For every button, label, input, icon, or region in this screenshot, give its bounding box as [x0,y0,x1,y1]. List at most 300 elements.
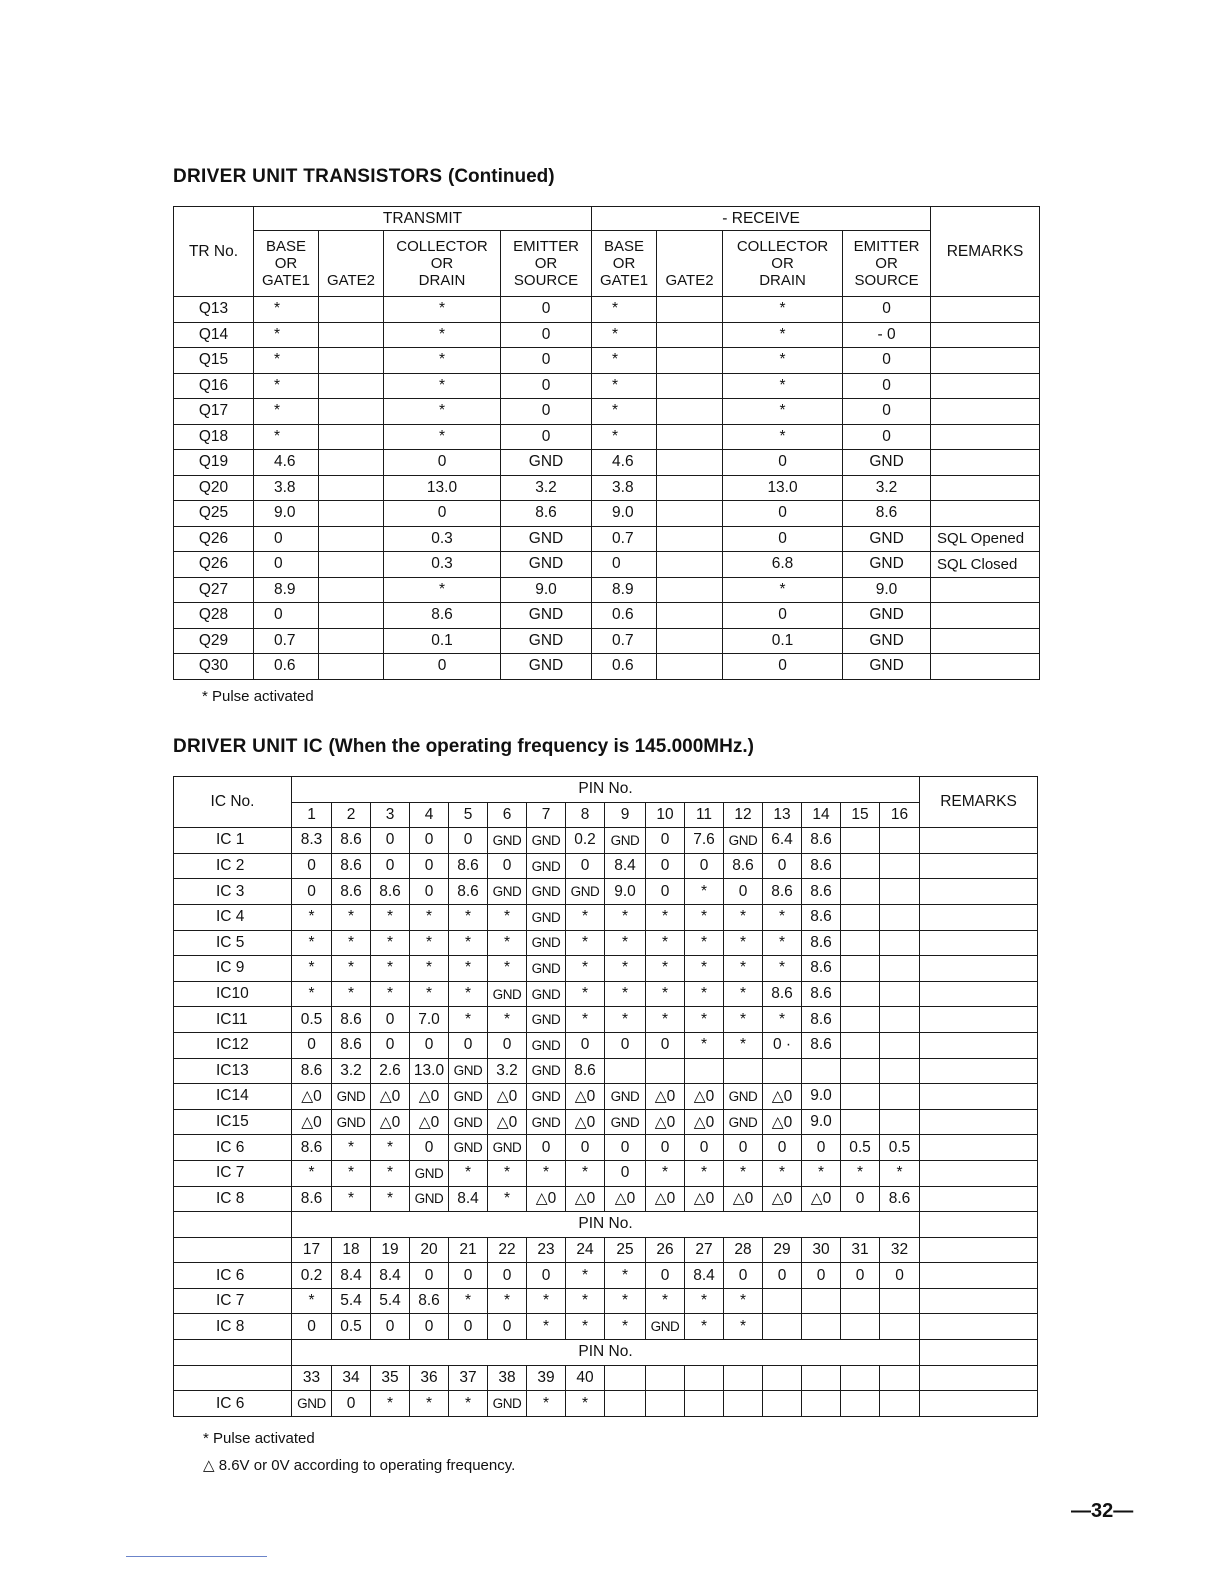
table-row [174,348,1040,374]
value-cell: * [763,1160,802,1186]
value-cell: * [410,981,449,1007]
value-cell: * [488,1288,527,1314]
value-cell: 0 [566,853,605,879]
value-cell [319,297,384,323]
transistors-heading [173,166,555,188]
value-cell: 0 [449,1314,488,1340]
tr-number-cell: Q19 [174,450,254,476]
value-cell [319,373,384,399]
value-cell: * [592,348,657,374]
value-cell: 0 [843,348,931,374]
value-cell: 8.6 [332,828,371,854]
value-cell: * [605,1007,646,1033]
value-cell: 0.3 [384,526,501,552]
value-cell: △0 [371,1084,410,1110]
value-cell: * [371,956,410,982]
value-cell: * [685,956,724,982]
value-cell: 0 [724,1263,763,1289]
value-cell: 0 [685,1135,724,1161]
value-cell [880,1391,920,1417]
value-cell [880,1032,920,1058]
pin-number-cell: 8 [566,802,605,828]
value-cell: * [723,424,843,450]
value-cell: * [292,956,332,982]
value-cell: 0 [843,399,931,425]
value-cell: * [410,956,449,982]
value-cell: 8.6 [384,603,501,629]
value-cell: 0 [685,853,724,879]
value-cell: * [332,956,371,982]
pin-number-cell: 21 [449,1237,488,1263]
value-cell [646,1391,685,1417]
pin-number-cell: 33 [292,1365,332,1391]
pin-number-cell: 29 [763,1237,802,1263]
value-cell: * [410,930,449,956]
value-cell: 6.8 [723,552,843,578]
value-cell: * [592,424,657,450]
value-cell [319,628,384,654]
value-cell: 0 [292,879,332,905]
value-cell: GND [843,526,931,552]
remarks-cell [920,981,1038,1007]
value-cell [319,603,384,629]
value-cell: GND [501,654,592,680]
ic-title: DRIVER UNIT IC [173,736,323,757]
pin-number-cell [685,1365,724,1391]
value-cell: GND [724,1084,763,1110]
tr-number-cell: Q25 [174,501,254,527]
value-cell: GND [527,879,566,905]
value-cell: * [724,1160,763,1186]
ic-number-cell: IC 7 [174,1160,292,1186]
value-cell: * [371,904,410,930]
value-cell [319,552,384,578]
pin-number-cell: 7 [527,802,566,828]
value-cell: 0.1 [384,628,501,654]
value-cell: * [449,956,488,982]
table-row [174,853,1038,879]
value-cell: 8.6 [802,1032,841,1058]
value-cell [685,1391,724,1417]
value-cell: △0 [646,1084,685,1110]
value-cell: GND [292,1391,332,1417]
value-cell: 0 [410,853,449,879]
value-cell [880,879,920,905]
tr-number-cell: Q17 [174,399,254,425]
value-cell [657,628,723,654]
header-rx-gate2: GATE2 [657,231,723,297]
table-row [174,981,1038,1007]
value-cell [763,1058,802,1084]
value-cell: * [723,577,843,603]
value-cell: 4.6 [592,450,657,476]
value-cell: 0 [723,526,843,552]
value-cell: 0 [254,526,319,552]
value-cell: 0 [646,853,685,879]
value-cell [880,1084,920,1110]
value-cell: * [384,424,501,450]
value-cell [931,475,1040,501]
value-cell: 3.2 [488,1058,527,1084]
pin-label-row [174,1212,1038,1238]
tr-number-cell: Q13 [174,297,254,323]
pin-number-cell: 22 [488,1237,527,1263]
table-row [174,1186,1038,1212]
table-row [174,373,1040,399]
value-cell: GND [724,1109,763,1135]
value-cell [319,348,384,374]
value-cell [931,577,1040,603]
value-cell: 0 [566,1135,605,1161]
value-cell: GND [527,1109,566,1135]
value-cell: * [254,322,319,348]
value-cell: * [371,1135,410,1161]
remarks-cell [920,904,1038,930]
value-cell: GND [843,603,931,629]
value-cell [880,1288,920,1314]
table-row [174,1160,1038,1186]
value-cell [841,1391,880,1417]
value-cell: 8.9 [254,577,319,603]
value-cell: * [371,981,410,1007]
value-cell: 8.6 [802,981,841,1007]
value-cell: 0 [488,1263,527,1289]
table-row [174,1288,1038,1314]
transistor-voltage-table [173,206,1040,680]
pin-number-cell: 36 [410,1365,449,1391]
value-cell: * [646,904,685,930]
pin-number-cell: 15 [841,802,880,828]
value-cell [319,526,384,552]
value-cell: GND [566,879,605,905]
value-cell: 0.2 [566,828,605,854]
value-cell: 0 [646,1135,685,1161]
value-cell [724,1058,763,1084]
value-cell [657,450,723,476]
value-cell: △0 [292,1109,332,1135]
remarks-cell [920,1058,1038,1084]
value-cell: * [254,399,319,425]
value-cell: 0 [292,853,332,879]
value-cell: 0 [724,879,763,905]
empty-cell [174,1237,292,1263]
value-cell [880,956,920,982]
value-cell: 5.4 [371,1288,410,1314]
value-cell: * [646,981,685,1007]
value-cell [657,348,723,374]
tr-number-cell: Q18 [174,424,254,450]
pin-number-cell: 10 [646,802,685,828]
ic-number-cell: IC14 [174,1084,292,1110]
value-cell: * [449,1007,488,1033]
value-cell: △0 [410,1109,449,1135]
pin-number-cell: 19 [371,1237,410,1263]
value-cell: * [449,1288,488,1314]
ic-voltage-table [173,776,1038,1417]
pulse-note-ic: * Pulse activated [203,1430,315,1447]
ic-number-cell: IC 8 [174,1314,292,1340]
tr-number-cell: Q26 [174,552,254,578]
value-cell: 0 [410,1032,449,1058]
value-cell: * [605,981,646,1007]
value-cell: * [527,1288,566,1314]
value-cell [657,322,723,348]
value-cell: * [723,399,843,425]
value-cell: * [292,904,332,930]
value-cell: 8.9 [592,577,657,603]
value-cell: GND [527,1007,566,1033]
value-cell: * [685,1288,724,1314]
value-cell: * [332,904,371,930]
value-cell: 0 [488,1032,527,1058]
value-cell [657,603,723,629]
value-cell: * [488,956,527,982]
value-cell [841,1007,880,1033]
remarks-cell [920,1109,1038,1135]
table-row [174,930,1038,956]
value-cell: 8.6 [802,904,841,930]
value-cell: 8.6 [566,1058,605,1084]
value-cell: * [527,1160,566,1186]
value-cell: 0 [501,348,592,374]
remarks-cell [920,879,1038,905]
value-cell: 8.6 [371,879,410,905]
pin-number-cell: 30 [802,1237,841,1263]
value-cell: 0 [384,450,501,476]
empty-cell [920,1340,1038,1366]
value-cell: GND [488,1391,527,1417]
value-cell [880,1007,920,1033]
value-cell: 8.4 [685,1263,724,1289]
pin-number-cell [841,1365,880,1391]
pin-number-cell: 16 [880,802,920,828]
value-cell: 8.6 [724,853,763,879]
ic-title-sub: (When the operating frequency is 145.000MHz.) [328,736,754,757]
value-cell: * [254,424,319,450]
value-cell: * [292,930,332,956]
remarks-cell [920,853,1038,879]
page-number: —32— [1071,1500,1134,1522]
value-cell: * [292,1160,332,1186]
value-cell: 0 [371,828,410,854]
value-cell: △0 [566,1109,605,1135]
remarks-cell [920,1314,1038,1340]
value-cell: △0 [802,1186,841,1212]
value-cell: * [488,1186,527,1212]
value-cell: * [488,904,527,930]
pin-number-cell: 14 [802,802,841,828]
value-cell [841,1032,880,1058]
value-cell [931,297,1040,323]
value-cell: 0 [723,450,843,476]
value-cell: 8.6 [332,853,371,879]
value-cell: △0 [488,1084,527,1110]
value-cell: 5.4 [332,1288,371,1314]
value-cell: * [527,1391,566,1417]
value-cell: 0.5 [880,1135,920,1161]
value-cell: * [254,348,319,374]
value-cell: * [605,930,646,956]
value-cell: * [763,930,802,956]
value-cell: 0.5 [292,1007,332,1033]
value-cell [880,853,920,879]
value-cell [931,501,1040,527]
value-cell: SQL Opened [931,526,1040,552]
ic-number-cell: IC 6 [174,1391,292,1417]
value-cell: GND [843,552,931,578]
value-cell: 6.4 [763,828,802,854]
value-cell: 8.6 [763,981,802,1007]
value-cell: 0 [802,1263,841,1289]
value-cell: * [449,1160,488,1186]
value-cell: 0.5 [332,1314,371,1340]
ic-number-cell: IC13 [174,1058,292,1084]
value-cell [319,450,384,476]
empty-cell [920,1237,1038,1263]
ic-number-cell: IC 6 [174,1135,292,1161]
value-cell [319,424,384,450]
value-cell: * [724,904,763,930]
value-cell [931,603,1040,629]
pin-number-cell: 20 [410,1237,449,1263]
tr-number-cell: Q27 [174,577,254,603]
value-cell [880,1314,920,1340]
value-cell: 0 [843,373,931,399]
pin-number-cell: 5 [449,802,488,828]
value-cell: GND [527,981,566,1007]
ic-number-cell: IC10 [174,981,292,1007]
value-cell: * [332,981,371,1007]
tr-number-cell: Q29 [174,628,254,654]
value-cell: 8.6 [332,1007,371,1033]
value-cell: 8.6 [880,1186,920,1212]
value-cell [931,450,1040,476]
value-cell: 8.6 [802,853,841,879]
pin-number-cell [605,1365,646,1391]
value-cell: △0 [685,1186,724,1212]
value-cell: 8.6 [802,879,841,905]
pin-number-cell: 4 [410,802,449,828]
value-cell: 8.6 [763,879,802,905]
value-cell: △0 [488,1109,527,1135]
value-cell: * [685,1032,724,1058]
value-cell: GND [605,1109,646,1135]
value-cell: GND [843,450,931,476]
value-cell: 0 [371,1007,410,1033]
value-cell: * [332,1135,371,1161]
value-cell: GND [488,981,527,1007]
value-cell: GND [527,1084,566,1110]
value-cell [841,1058,880,1084]
value-cell: △0 [371,1109,410,1135]
value-cell: 8.6 [802,828,841,854]
value-cell: * [332,930,371,956]
empty-cell [920,1365,1038,1391]
empty-cell [920,1212,1038,1238]
value-cell: * [724,1032,763,1058]
value-cell: 0.6 [592,654,657,680]
value-cell: GND [449,1135,488,1161]
table-row [174,956,1038,982]
value-cell: * [724,956,763,982]
value-cell: 0 [843,297,931,323]
value-cell: * [384,322,501,348]
value-cell: * [605,1263,646,1289]
value-cell: GND [501,603,592,629]
value-cell: 0 [880,1263,920,1289]
value-cell: * [566,904,605,930]
value-cell: 0 [724,1135,763,1161]
value-cell: 0 [605,1160,646,1186]
value-cell: * [685,930,724,956]
pin-label: PIN No. [292,1340,920,1366]
value-cell: * [646,930,685,956]
table-row [174,628,1040,654]
value-cell: 8.6 [332,1032,371,1058]
value-cell: * [685,981,724,1007]
value-cell: * [384,348,501,374]
header-pin-no: PIN No. [292,777,920,803]
value-cell: * [685,879,724,905]
table-row [174,1032,1038,1058]
ic-number-cell: IC 6 [174,1263,292,1289]
value-cell: 0 [723,603,843,629]
header-remarks: REMARKS [931,207,1040,297]
ic-number-cell: IC 3 [174,879,292,905]
value-cell: 8.4 [371,1263,410,1289]
value-cell: 0 [592,552,657,578]
value-cell [763,1391,802,1417]
pin-number-row [174,1365,1038,1391]
ic-number-cell: IC 8 [174,1186,292,1212]
value-cell: △0 [763,1084,802,1110]
value-cell: 0.2 [292,1263,332,1289]
value-cell: 0.7 [592,628,657,654]
remarks-cell [920,1263,1038,1289]
value-cell: 2.6 [371,1058,410,1084]
value-cell: * [449,981,488,1007]
value-cell: GND [501,628,592,654]
value-cell: * [723,297,843,323]
value-cell: * [527,1314,566,1340]
pin-number-cell [724,1365,763,1391]
value-cell: * [646,1288,685,1314]
table-row [174,322,1040,348]
value-cell: SQL Closed [931,552,1040,578]
value-cell: * [724,1288,763,1314]
value-cell: 8.6 [410,1288,449,1314]
value-cell: 0 [763,853,802,879]
ic-heading [173,736,754,758]
value-cell: * [371,1391,410,1417]
value-cell: 9.0 [605,879,646,905]
remarks-cell [920,930,1038,956]
value-cell: 8.6 [501,501,592,527]
pin-number-cell: 6 [488,802,527,828]
value-cell: * [763,956,802,982]
value-cell: * [410,1391,449,1417]
value-cell: △0 [292,1084,332,1110]
ic-number-cell: IC15 [174,1109,292,1135]
header-tx-collector: COLLECTOR OR DRAIN [384,231,501,297]
pin-number-cell: 32 [880,1237,920,1263]
value-cell: △0 [685,1084,724,1110]
empty-cell [174,1212,292,1238]
value-cell: 8.6 [802,930,841,956]
pin-number-row [174,802,1038,828]
value-cell [931,628,1040,654]
value-cell: * [592,373,657,399]
